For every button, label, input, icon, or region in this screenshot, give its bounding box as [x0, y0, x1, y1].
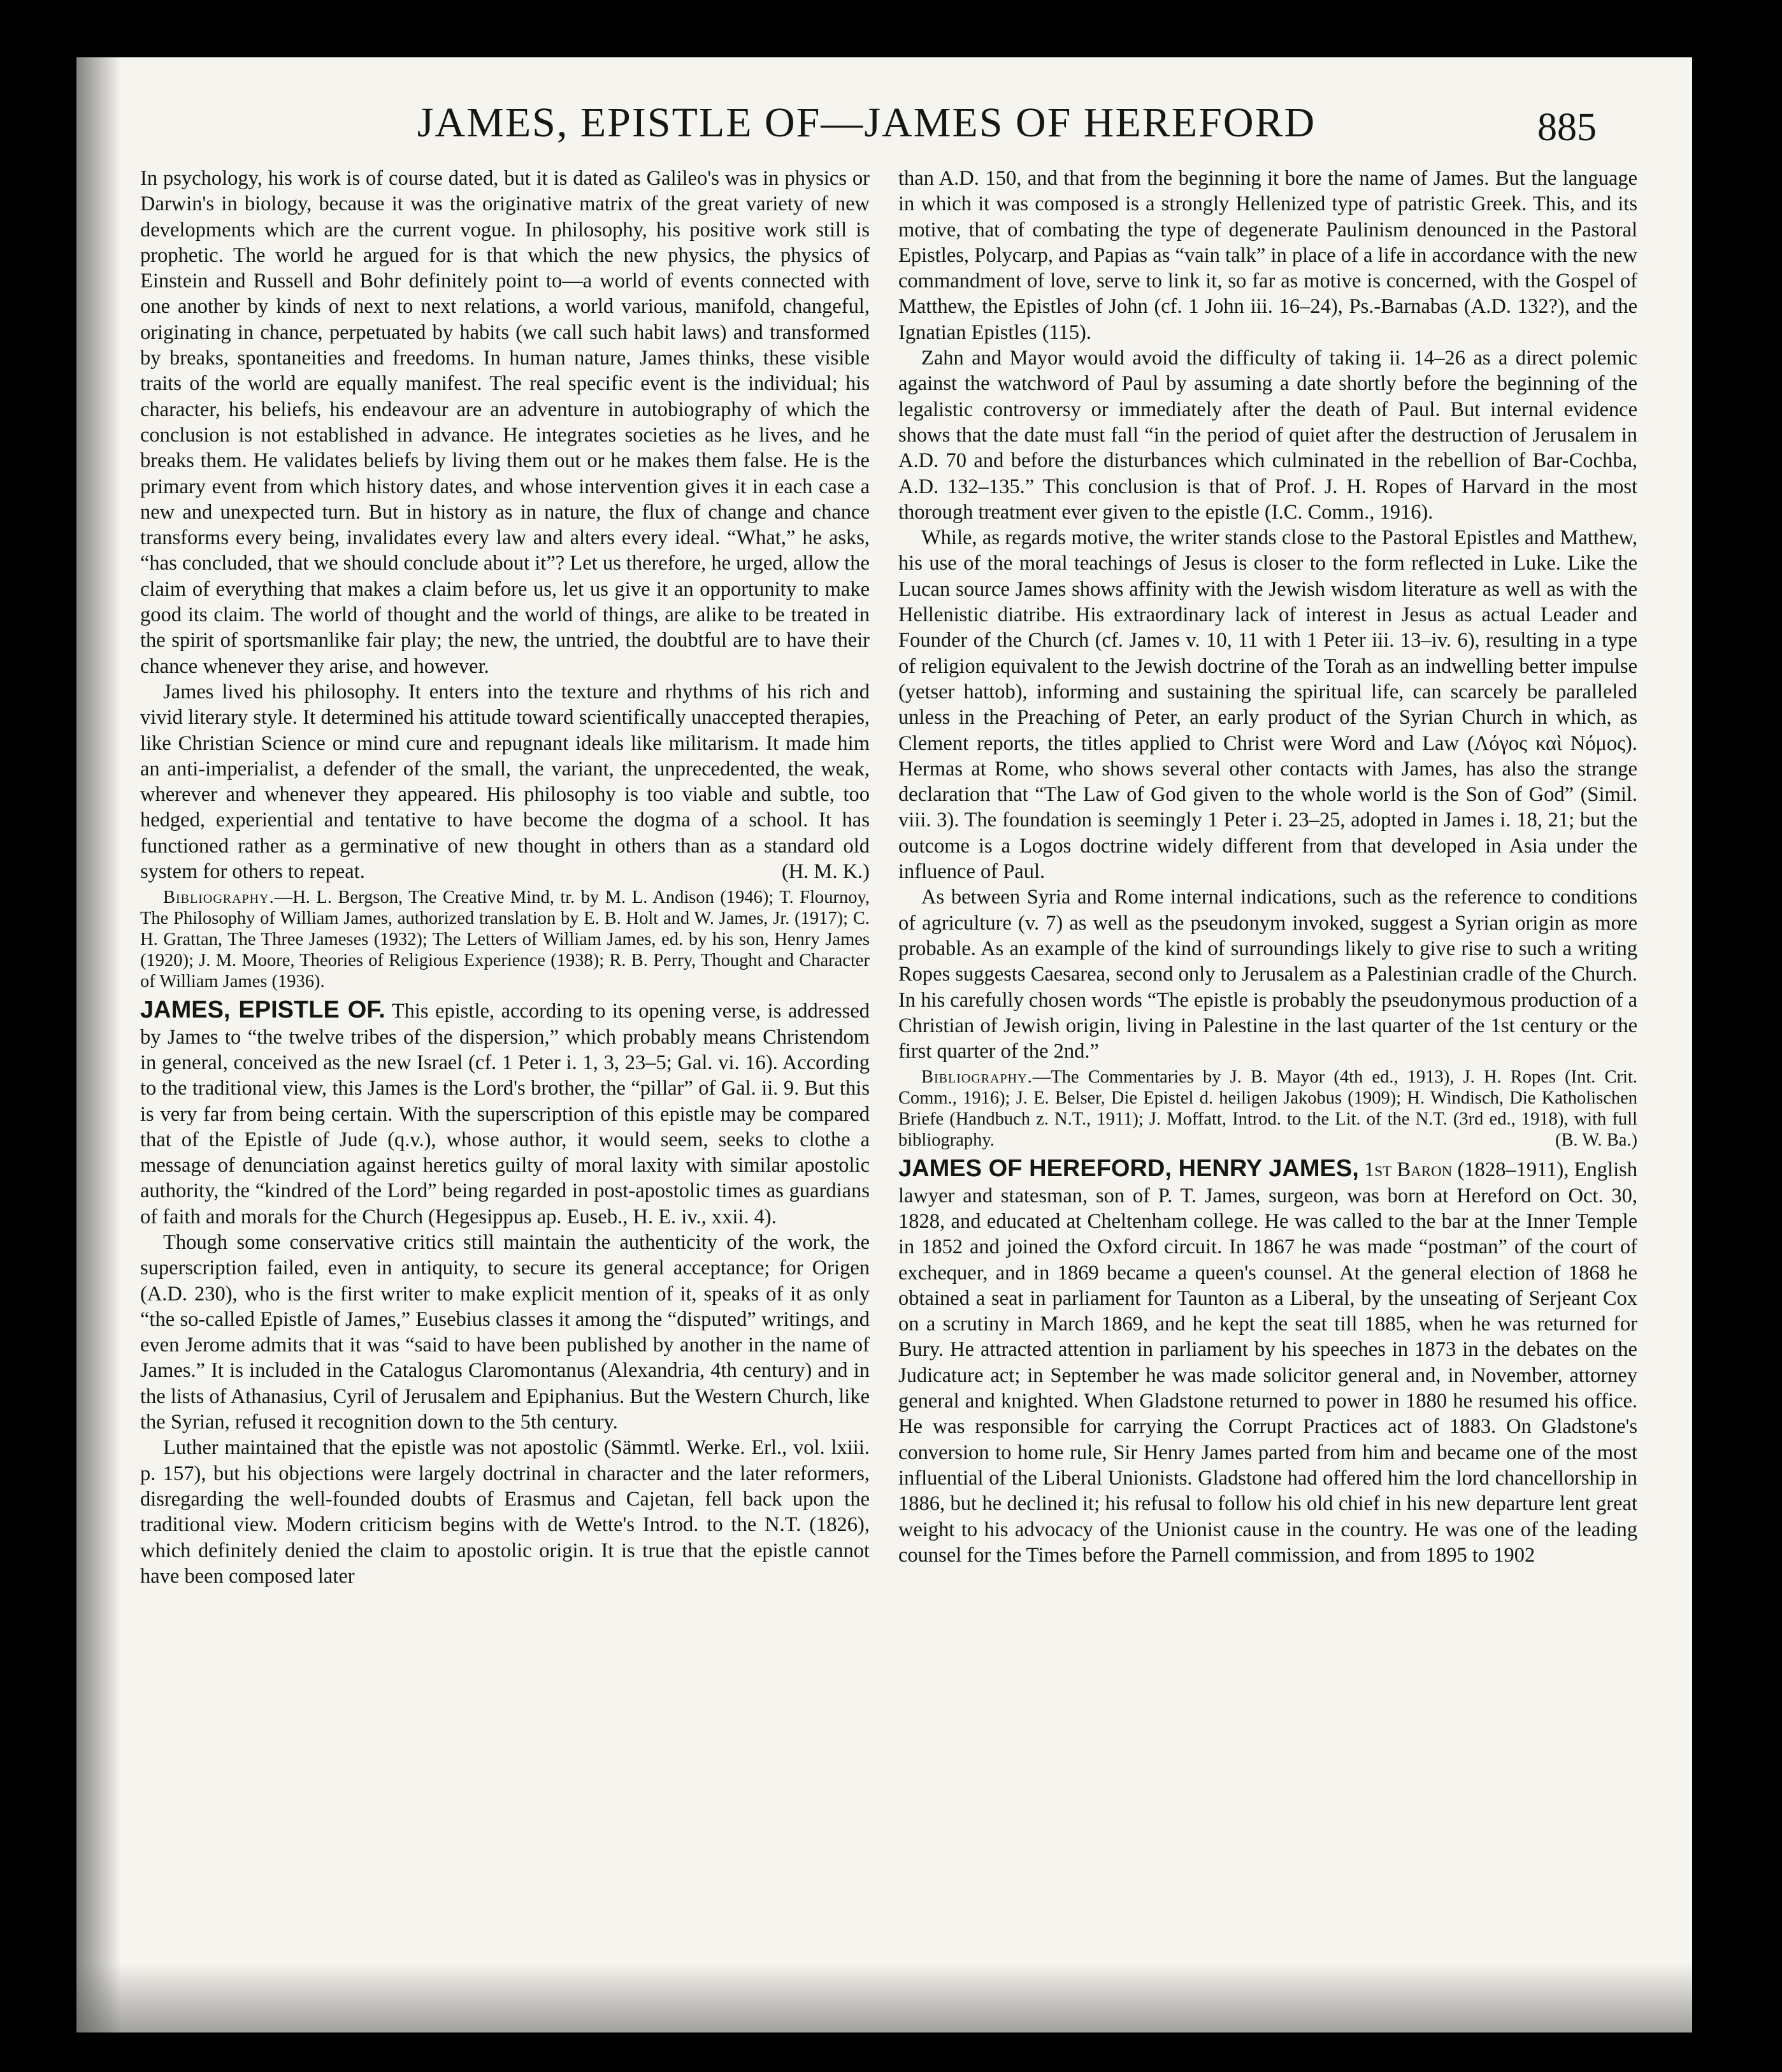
bibliography-text: —The Commentaries by J. B. Mayor (4th ed., 1913), J. H. Ropes (Int. Crit. Comm., 1916); J. E. Belser, Die Epistel d. heiligen Jakobus (1909); H. Windisch, Die Katholischen Briefe (Handbuch z. N.T., 1911); J. Moffatt, Introd. to the Lit. of the N.T. (3rd ed., 1918), with full bibliography. — [898, 1067, 1637, 1151]
paragraph-text: (1828–1911), English lawyer and statesman, son of P. T. James, surgeon, was born at Hereford on Oct. 30, 1828, and educated at Cheltenham college. He was called to the bar at the Inner Temple in 1852 and joined the Oxford circuit. In 1867 he was made “postman” of the court of exchequer, and in 1869 became a queen's counsel. At the general election of 1868 he obtained a seat in parliament for Taunton as a Liberal, by the unseating of Serjeant Cox on a scrutiny in March 1869, and he kept the seat till 1885, when he was returned for Bury. He attracted attention in parliament by his speeches in 1873 in the debates on the Judicature act; in September he was made solicitor general and, in November, attorney general and knighted. When Gladstone returned to power in 1880 he resumed his office. He was responsible for carrying the Corrupt Practices act of 1883. On Gladstone's conversion to home rule, Sir Henry James parted from him and became one of the most influential of the Liberal Unionists. Gladstone had offered him the lord chancellorship in 1886, but he declined it; his refusal to follow his old chief in his new departure lent great weight to his advocacy of the Unionist cause in the country. He was one of the leading counsel for the Times before the Parnell commission, and from 1895 to 1902 — [898, 1158, 1637, 1567]
paragraph-text: This epistle, according to its opening verse, is addressed by James to “the twelve tribes of the dispersion,” which probably means Christendom in general, conceived as the new Israel (cf. 1 Peter i. 1, 3, 23–5; Gal. vi. 16). According to the traditional view, this James is the Lord's brother, the “pillar” of Gal. ii. 9. But this is very far from being certain. With the superscription of this epistle may be compared that of the Epistle of Jude (q.v.), whose author, it would seem, seeks to clothe a message of denunciation against heretics guilty of moral laxity with similar apostolic authority, the “kindred of the Lord” being regarded in post-apostolic times as guardians of faith and morals for the Church (Hegesippus ap. Euseb., H. E. iv., xxii. 4). — [140, 1000, 870, 1228]
paragraph: As between Syria and Rome internal indications, such as the reference to conditions of agriculture (v. 7) as well as the pseudonym invoked, suggest a Syrian origin as more probable. As an example of the kind of surroundings likely to give rise to such a writing Ropes suggests Caesarea, second only to Jerusalem as a Palestinian cradle of the Church. In his carefully chosen words “The epistle is probably the pseudonymous production of a Christian of Jewish origin, living in Palestine in the last quarter of the 1st century or the first quarter of the 2nd.” — [898, 886, 1637, 1063]
document-page — [76, 57, 1692, 2032]
article-start — [140, 997, 870, 1230]
author-initials: (B. W. Ba.) — [1555, 1130, 1637, 1151]
bibliography-label: Bibliography. — [921, 1067, 1033, 1088]
paragraph: Zahn and Mayor would avoid the difficulty of taking ii. 14–26 as a direct polemic against the watchword of Paul by assuming a date shortly before the beginning of the legalistic controversy or immediately after the death of Paul. But internal evidence shows that the date must fall “in the period of quiet after the destruction of Jerusalem in A.D. 70 and before the disturbances which culminated in the rebellion of Bar-Cochba, A.D. 132–135.” This conclusion is that of Prof. J. H. Ropes of Harvard in the most thorough treatment ever given to the epistle (I.C. Comm., 1916). — [898, 347, 1637, 524]
paragraph: Though some conservative critics still maintain the authenticity of the work, the superscription failed, even in antiquity, to secure its general acceptance; for Origen (A.D. 230), who is the first writer to make explicit mention of it, speaks of it as only “the so-called Epistle of James,” Eusebius classes it among the “disputed” writings, and even Jerome admits that it was “said to have been published by another in the name of James.” It is included in the Catalogus Claromontanus (Alexandria, 4th century) and in the lists of Athanasius, Cyril of Jerusalem and Epiphanius. But the Western Church, like the Syrian, refused it recognition down to the 5th century. — [140, 1230, 870, 1434]
article-heading: JAMES OF HEREFORD, HENRY JAMES, — [898, 1155, 1359, 1183]
paragraph: In psychology, his work is of course dated, but it is dated as Galileo's was in physics or Darwin's in biology, because it was the originative matrix of the great variety of new developments which are the current vogue. In philosophy, his positive work still is prophetic. The world he argued for is that which the new physics, the physics of Einstein and Russell and Bohr definitely point to—a world of events connected with one another by kinds of next to next relations, a world various, manifold, changeful, originating in chance, perpetuated by habits (we call such habit laws) and transformed by breaks, spontaneities and freedoms. In human nature, James thinks, these visible traits of the world are equally manifest. The real specific event is the individual; his character, his beliefs, his endeavour are an adventure in autobiography of which the conclusion is not established in advance. He integrates societies as he lives, and he breaks them. He validates beliefs by living them out or he makes them false. He is the primary event from which history dates, and whose intervention gives it in each case a new and unexpected turn. But in history as in nature, the flux of change and chance transforms every being, invalidates every law and alters every ideal. “What,” he asks, “has concluded, that we should conclude about it”? Let us therefore, he urged, allow the claim of everything that makes a claim before us, let us give it an opportunity to make good its claim. The world of thought and the world of things, are alike to be treated in the spirit of sportsmanlike fair play; the new, the untried, the doubtful are to have their chance whenever they arise, and however. — [140, 167, 870, 678]
right-column — [898, 166, 1637, 2001]
article-heading: JAMES, EPISTLE OF. — [140, 996, 385, 1024]
peerage-title: 1st Baron — [1364, 1158, 1453, 1182]
running-head: JAMES, EPISTLE OF—JAMES OF HEREFORD — [417, 99, 1316, 146]
paragraph: Luther maintained that the epistle was not apostolic (Sämmtl. Werke. Erl., vol. lxiii. p. 157), but his objections were largely doctrinal in character and the later reformers, disregarding the well-founded doubts of Erasmus and Cajetan, fell back upon the traditional view. Modern criticism begins with de Wette's Introd. to the N.T. (1826), which definitely denied the claim to apostolic origin. It is true that the epistle cannot have been composed later — [140, 1436, 870, 1588]
page-number: 885 — [1537, 106, 1597, 149]
bibliography-text: —H. L. Bergson, The Creative Mind, tr. by M. L. Andison (1946); T. Flournoy, The Philosophy of William James, authorized translation by E. B. Holt and W. James, Jr. (1917); C. H. Grattan, The Three Jameses (1932); The Letters of William James, ed. by his son, Henry James (1920); J. M. Moore, Theories of Religious Experience (1938); R. B. Perry, Thought and Character of William James (1936). — [140, 888, 870, 992]
paragraph — [140, 679, 870, 884]
bibliography-label: Bibliography. — [163, 888, 275, 908]
article-start — [898, 1156, 1637, 1568]
paragraph: than A.D. 150, and that from the beginning it bore the name of James. But the language in which it was composed is a strongly Hellenized type of patristic Greek. This, and its motive, that of combating the type of degenerate Paulinism denounced in the Pastoral Epistles, Polycarp, and Papias as “vain talk” in place of a life in accordance with the new commandment of love, serve to link it, so far as motive is concerned, with the Gospel of Matthew, the Epistles of John (cf. 1 John iii. 16–24), Ps.-Barnabas (A.D. 132?), and the Ignatian Epistles (115). — [898, 167, 1637, 344]
bibliography — [140, 887, 870, 992]
paragraph-text: James lived his philosophy. It enters into the texture and rhythms of his rich and vivid literary style. It determined his attitude toward scientifically unaccepted therapies, like Christian Science or mind cure and repugnant ideals like militarism. It made him an anti-imperialist, a defender of the small, the variant, the unprecedented, the weak, wherever and whenever they appeared. His philosophy is too viable and subtle, too hedged, experiential and tentative to have become the dogma of a school. It has functioned rather as a germinative of new thought in others than as a standard old system for others to repeat. — [140, 680, 870, 884]
author-initials: (H. M. K.) — [781, 860, 870, 884]
paragraph: While, as regards motive, the writer stands close to the Pastoral Epistles and Matthew, his use of the moral teachings of Jesus is closer to the form reflected in Luke. Like the Lucan source James shows affinity with the Jewish wisdom literature as well as with the Hellenistic diatribe. His extraordinary lack of interest in Jesus as actual Leader and Founder of the Church (cf. James v. 10, 11 with 1 Peter iii. 13–iv. 6), resulting in a type of religion equivalent to the Jewish doctrine of the Torah as an indwelling better impulse (yetser hattob), informing and sustaining the spiritual life, can scarcely be paralleled unless in the Preaching of Peter, an early product of the Syrian Church in which, as Clement reports, the titles applied to Christ were Word and Law (Λόγος καὶ Νόμος). Hermas at Rome, who shows several other contacts with James, has also the strange declaration that “The Law of God given to the whole world is the Son of God” (Simil. viii. 3). The foundation is seemingly 1 Peter i. 23–25, adopted in James i. 18, 21; but the outcome is a Logos doctrine widely different from that developed in Asia under the influence of Paul. — [898, 526, 1637, 884]
bibliography — [898, 1067, 1637, 1151]
left-column — [140, 166, 870, 2001]
